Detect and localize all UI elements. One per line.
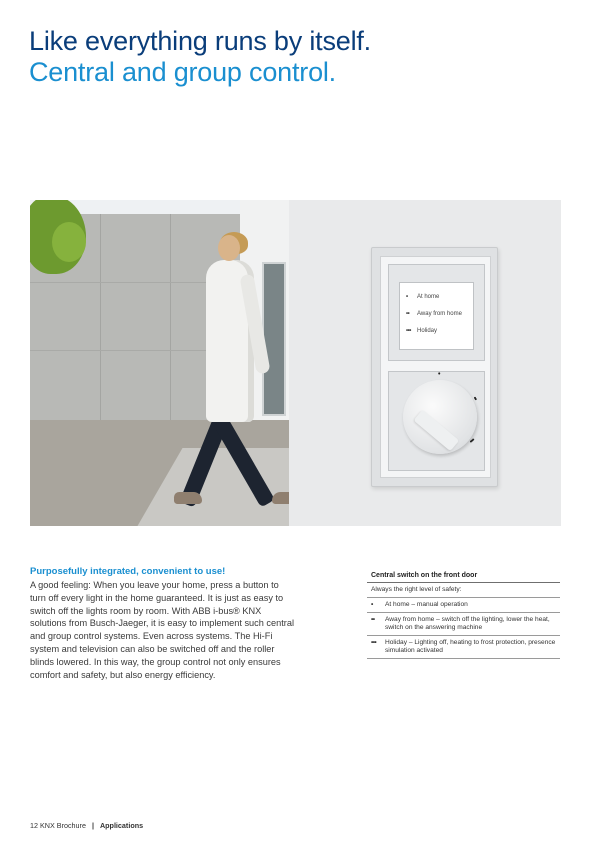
display-item-away: •• Away from home	[406, 311, 462, 317]
info-table-intro: Always the right level of safety:	[367, 583, 560, 598]
info-table-title: Central switch on the front door	[367, 572, 560, 583]
row-marker: •••	[371, 639, 377, 646]
page-footer	[30, 821, 143, 830]
table-row	[367, 613, 560, 636]
table-row	[367, 598, 560, 613]
row-marker: •	[371, 601, 373, 608]
article-body: A good feeling: When you leave your home, press a button to turn off every light in the home guaranteed. It is just as easy to switch off the lights room by room. With ABB i-bus® KNX solutions from Busch-Jaeger, it is easy to implement such central and group control systems. Even across systems. The Hi-Fi system and television can also be switched off and the roller blinds lowered. In this way, the group control not only ensures comfort and safety, but also energy efficiency.	[30, 580, 295, 680]
row-text: Away from home – switch off the lighting, lower the heat, switch on the answering machine	[385, 616, 550, 631]
walking-woman	[190, 230, 289, 520]
heading-line-2: Central and group control.	[29, 57, 336, 87]
switch-frame	[371, 247, 498, 487]
display-item-holiday: ••• Holiday	[406, 328, 438, 334]
table-row	[367, 636, 560, 659]
article-subheading: Purposefully integrated, convenient to use!	[30, 566, 226, 577]
footer-separator: |	[91, 821, 94, 830]
hero-photo	[30, 200, 561, 526]
display-item-at-home: • At home	[406, 294, 440, 300]
publication-name: KNX Brochure	[40, 821, 86, 830]
row-marker: ••	[371, 616, 375, 623]
section-name: Applications	[99, 821, 144, 830]
knob-mark-two: ••	[470, 395, 479, 402]
info-table	[367, 572, 560, 659]
rotary-switch-module	[388, 371, 485, 471]
knob-mark-three: •••	[468, 437, 477, 446]
page-number: 12	[30, 821, 38, 830]
row-text: At home – manual operation	[385, 601, 468, 608]
heading-line-1: Like everything runs by itself.	[29, 26, 371, 56]
knob-mark-one: •	[438, 371, 440, 378]
page-heading	[29, 26, 569, 88]
display-module	[388, 264, 485, 361]
mode-display	[399, 282, 474, 350]
row-text: Holiday – Lighting off, heating to frost protection, presence simulation activated	[385, 639, 556, 654]
woman-walking-photo	[30, 200, 289, 526]
